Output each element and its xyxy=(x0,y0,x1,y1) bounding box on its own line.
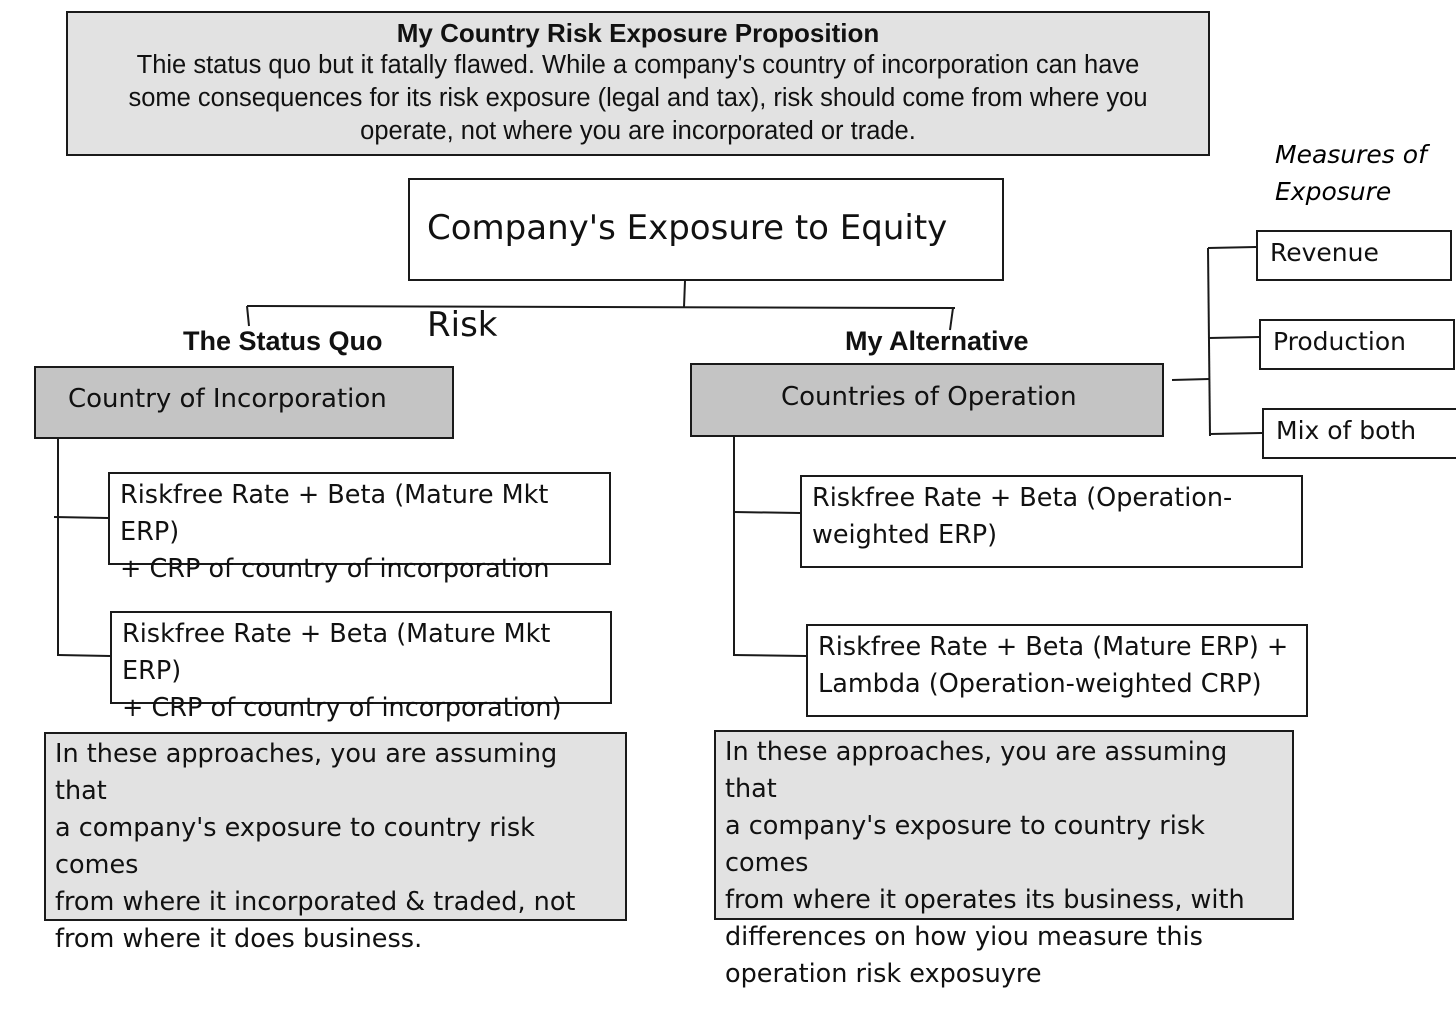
note-line: from where it operates its business, with xyxy=(725,885,1245,915)
alternative-formula-2 xyxy=(806,624,1308,717)
proposition-box xyxy=(66,11,1210,156)
formula-line: Riskfree Rate + Beta (Operation- xyxy=(812,483,1233,513)
status-quo-formula-2 xyxy=(110,611,612,723)
alternative-note xyxy=(714,730,1294,989)
formula-line: Lambda (Operation-weighted CRP) xyxy=(818,669,1262,699)
note-line: from where it does business. xyxy=(55,924,423,954)
measures-heading xyxy=(1275,136,1427,210)
measure-production: Production xyxy=(1259,319,1455,370)
measures-heading-line: Measures of xyxy=(1275,140,1427,169)
note-line: operation risk exposuyre xyxy=(725,959,1042,989)
note-line: In these approaches, you are assuming that xyxy=(55,739,558,806)
formula-line: + CRP of country of incorporation xyxy=(120,554,550,584)
alternative-heading: My Alternative xyxy=(845,326,1029,356)
note-line: In these approaches, you are assuming that xyxy=(725,737,1228,804)
proposition-title: My Country Risk Exposure Proposition xyxy=(396,18,880,48)
note-line: a company's exposure to country risk comes xyxy=(725,811,1205,878)
measure-revenue: Revenue xyxy=(1256,230,1452,281)
formula-line: weighted ERP) xyxy=(812,520,998,550)
measure-mix-of-both: Mix of both xyxy=(1262,408,1456,459)
proposition-line-2: some consequences for its risk exposure (legal and tax), risk should come from where you xyxy=(128,84,1148,112)
country-of-incorporation-node: Country of Incorporation xyxy=(34,366,454,439)
note-line: a company's exposure to country risk comes xyxy=(55,813,535,880)
status-quo-formula-1 xyxy=(108,472,611,584)
formula-line: + CRP of country of incorporation) xyxy=(122,693,562,723)
note-line: from where it incorporated & traded, not xyxy=(55,887,576,917)
formula-line: Riskfree Rate + Beta (Mature ERP) + xyxy=(818,632,1289,662)
formula-line: Riskfree Rate + Beta (Mature Mkt ERP) xyxy=(120,480,549,547)
proposition-line-1: Thie status quo but it fatally flawed. While a company's country of incorporation can have xyxy=(136,51,1140,79)
main-node: Company's Exposure to Equity Risk xyxy=(408,178,1004,281)
note-line: differences on how yiou measure this xyxy=(725,922,1203,952)
formula-line: Riskfree Rate + Beta (Mature Mkt ERP) xyxy=(122,619,551,686)
measures-heading-line: Exposure xyxy=(1275,177,1392,206)
countries-of-operation-node: Countries of Operation xyxy=(690,363,1164,437)
proposition-line-3: operate, not where you are incorporated or trade. xyxy=(360,117,916,145)
alternative-formula-1 xyxy=(800,475,1303,568)
status-quo-note xyxy=(44,732,627,954)
status-quo-heading: The Status Quo xyxy=(183,326,383,356)
